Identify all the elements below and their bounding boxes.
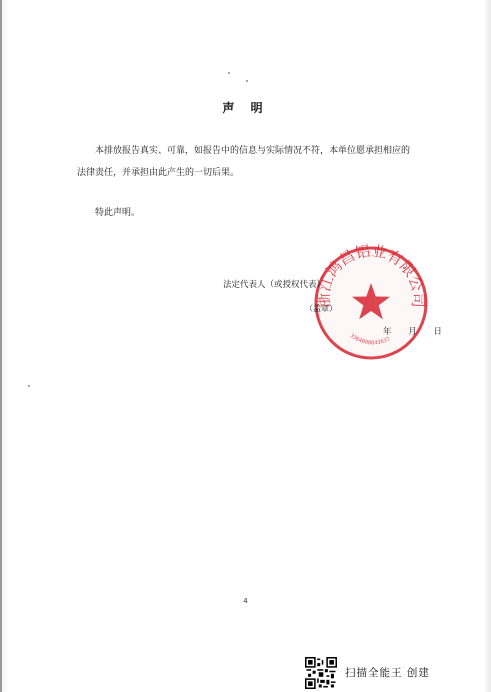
scan-speck (228, 72, 230, 74)
seal-label: （盖章） (305, 304, 337, 313)
signature-label: 法定代表人（或授权代表） (223, 280, 326, 290)
declaration-title: 声 明 (222, 101, 269, 115)
scan-speck (28, 385, 30, 387)
seal-org-name: 浙江鸿昌铝业有限公司 (314, 243, 428, 309)
page-number: 4 (243, 597, 248, 605)
date-label: 年 月 日 (383, 327, 442, 337)
seal-code: 3304080043637 (348, 332, 392, 347)
declaration-paragraph: 本排放报告真实、可靠，如报告中的信息与实际情况不符，本单位愿承担相应的法律责任，并承担由此产生的一切后果。 (77, 146, 411, 178)
qr-code-icon (305, 657, 337, 689)
scanner-watermark (305, 657, 485, 689)
scan-speck (246, 80, 248, 82)
closing-statement: 特此声明。 (95, 208, 141, 218)
scanner-app-text: 扫描全能王 创建 (345, 667, 430, 679)
